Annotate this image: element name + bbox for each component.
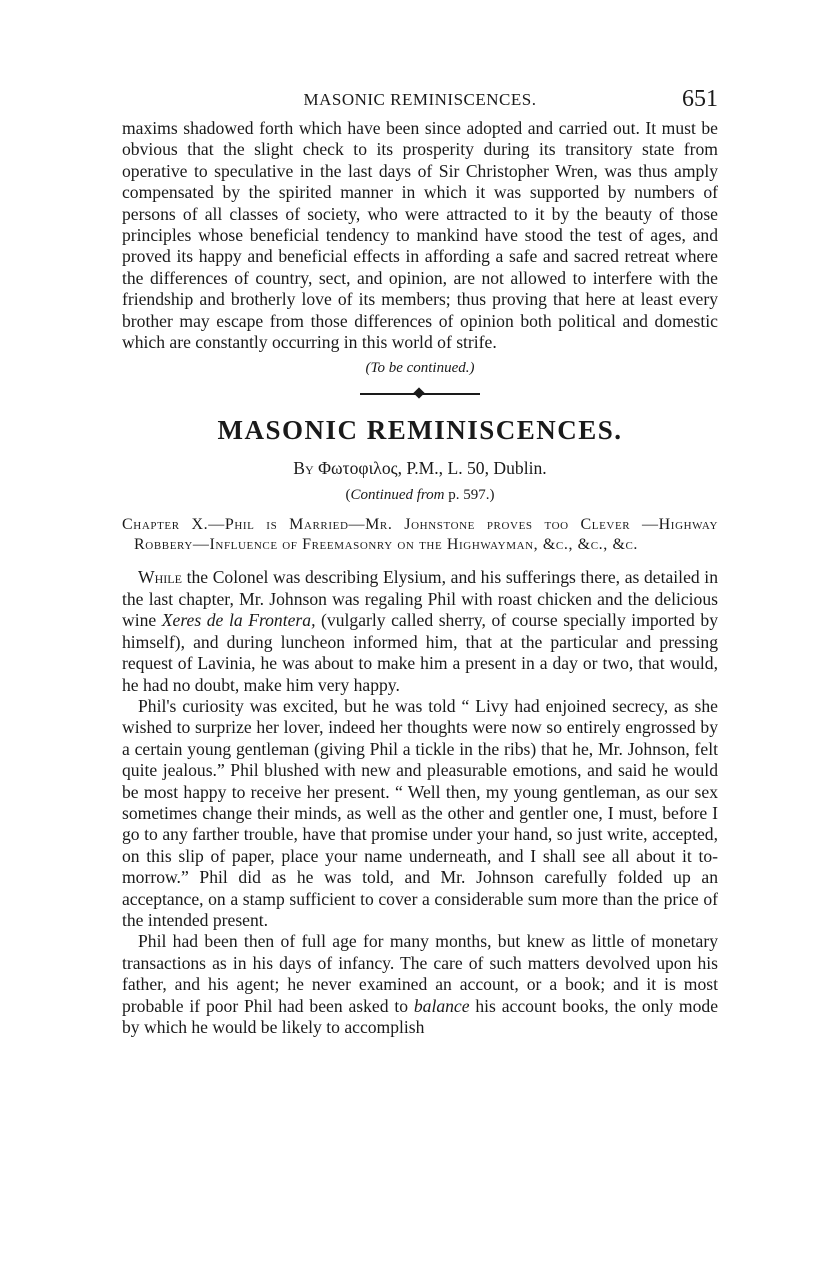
continued-from-note [122,487,718,504]
body-paragraph-1 [122,567,718,695]
byline [122,458,718,479]
paragraph-1-text-c: (vulgarly called sherry, of course specially imported by himself), and during luncheon informed him, that at the particular and pressing request of Lavinia, he was about to make him a present in a day or two, that would, he had no doubt, make him very happy. [122,610,718,695]
chapter-heading: Chapter X.—Phil is Married—Mr. Johnstone proves too Clever —Highway Robbery—Influence of Freemasonry on the Highwayman, &c., &c., &c. [122,516,718,554]
to-be-continued-note: (To be continued.) [365,360,475,377]
paragraph-3-text-a: Phil had been then of full age for many months, but knew as little of monetary transactions as in his days of infancy. The care of such matters devolved upon his father, and his agent; he never examined an account, or a book; and it is most probable if poor Phil had been asked to [122,931,718,1016]
byline-author: Φωτοφιλος, P.M., L. 50, Dublin. [318,458,547,479]
running-header [122,88,718,118]
divider-diamond-ornament [413,388,424,399]
running-title: MASONIC REMINISCENCES. [303,90,537,109]
body-paragraph-3 [122,931,718,1038]
body-paragraph-2: Phil's curiosity was excited, but he was told “ Livy had enjoined secrecy, as she wished to surprize her lover, indeed her thoughts were now so entirely engrossed by a certain young gentleman (giving Phil a tickle in the ribs) that he, Mr. Johnson, felt quite jealous.” Phil blushed with new and pleasurable emotions, and said he would be most happy to receive her present. “ Well then, my young gentleman, as our sex sometimes change their minds, as well as the other and gentler one, I must, before I go to any farther trouble, have that promise under your hand, so just write, accepted, on this slip of paper, place your name underneath, and I shall see all about it to-morrow.” Phil did as he was told, and Mr. Johnson carefully folded up an acceptance, on a stamp sufficient to cover a considerable sum more than the price of the intended present. [122,695,718,930]
paragraph-lead-word: While [138,567,182,588]
byline-by: By [293,458,314,479]
continued-from-open: ( [345,487,351,504]
paragraph-3-italic: balance [413,995,470,1016]
paragraph-1-text-a: the Colonel was describing Elysium, and his sufferings there, as detailed in the last chapter, Mr. Johnson was regaling Phil with roast chicken and the delicious wine [122,567,718,631]
paragraph-3-text-c: his account books, the only mode by which he would be likely to accomplish [122,995,719,1037]
section-divider [360,387,480,401]
continued-from-italic: Continued from [350,487,445,504]
article-title: MASONIC REMINISCENCES. [217,415,623,446]
continued-from-page: p. 597.) [444,487,495,504]
page-number: 651 [682,86,718,112]
previous-article-paragraph: maxims shadowed forth which have been since adopted and carried out. It must be obvious that the slight check to its prosperity during its transitory state from operative to speculative in the last days of Sir Christopher Wren, was thus amply compensated by the spirited manner in which it was supported by numbers of persons of all classes of society, who were attracted to it by the beauty of those principles whose beneficial tendency to mankind have stood the test of ages, and proved its happy and beneficial effects in affording a safe and sacred retreat where the differences of country, sect, and opinion, are not allowed to interfere with the friendship and brotherly love of its members; thus proving that here at least every brother may escape from those differences of opinion both political and domestic which are constantly occurring in this world of strife. [122,118,718,353]
page [122,88,718,1038]
paragraph-1-italic: Xeres de la Frontera, [161,610,316,631]
